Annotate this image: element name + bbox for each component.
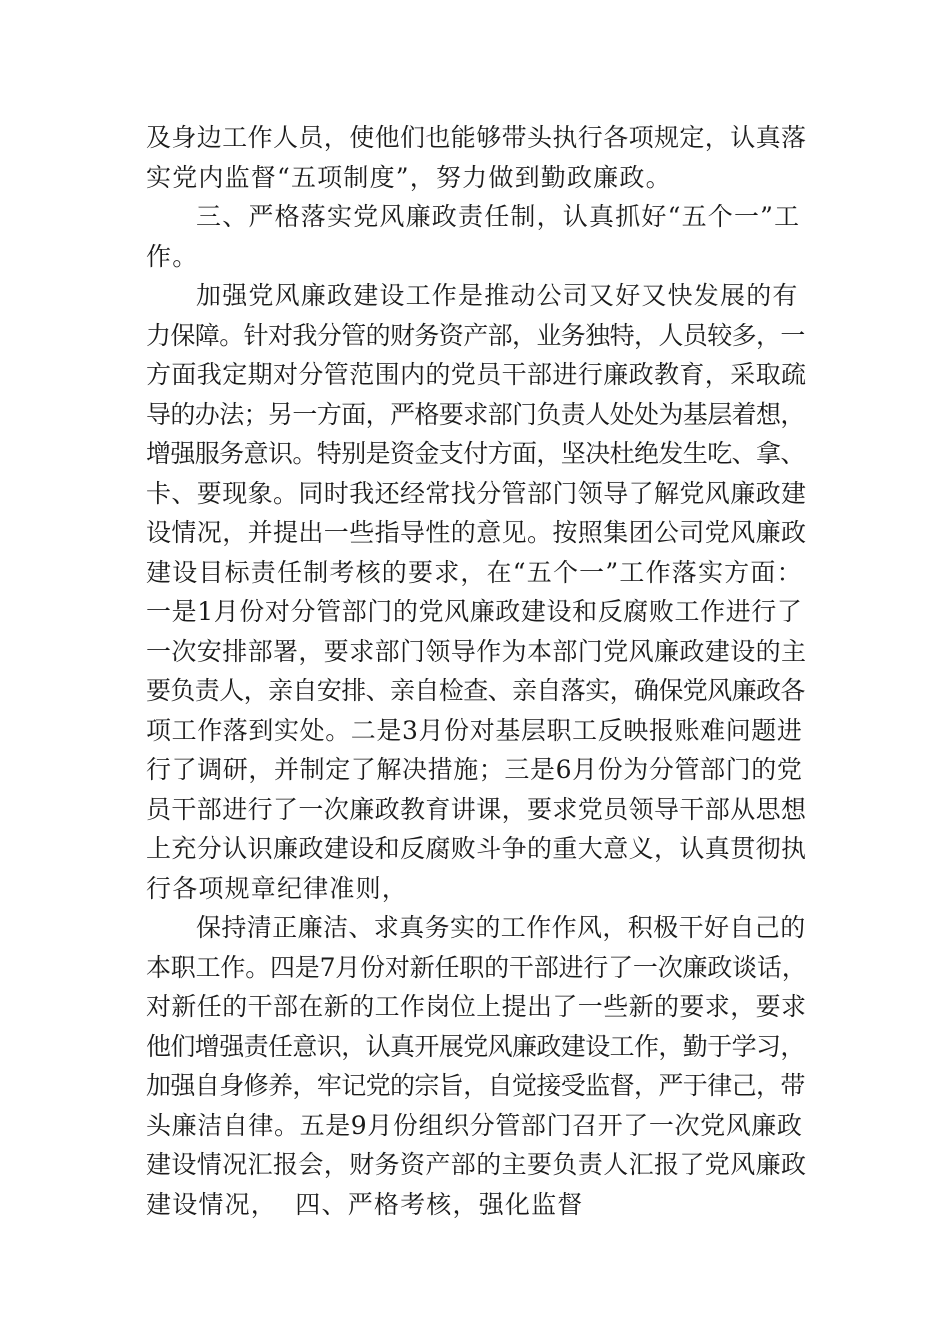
text-line: 加强自身修养，牢记党的宗旨，自觉接受监督，严于律己，带: [146, 1071, 805, 1100]
text-line: 对新任的干部在新的工作岗位上提出了一些新的要求，要求: [146, 992, 807, 1021]
text-line: 保持清正廉洁、求真务实的工作作风，积极干好自己的: [196, 913, 806, 942]
text-line: 上充分认识廉政建设和反腐败斗争的重大意义，认真贯彻执: [146, 834, 807, 863]
text-line: 项工作落到实处。二是3月份对基层职工反映报账难问题进: [146, 715, 803, 745]
text-line: 方面我定期对分管范围内的党员干部进行廉政教育，采取疏: [146, 360, 807, 389]
text-line: 行各项规章纪律准则，: [146, 873, 409, 903]
text-line: 增强服务意识。特别是资金支付方面，坚决杜绝发生吃、拿、: [146, 439, 805, 468]
text-line: 建设情况汇报会，财务资产部的主要负责人汇报了党风廉政: [146, 1150, 807, 1179]
text-line: 建设目标责任制考核的要求，在“五个一”工作落实方面：: [146, 557, 803, 587]
document-body: [146, 118, 806, 1224]
text-line: 力保障。针对我分管的财务资产部，业务独特，人员较多，一: [146, 320, 805, 350]
text-line: 设情况，并提出一些指导性的意见。按照集团公司党风廉政: [146, 518, 807, 547]
text-line: 卡、要现象。同时我还经常找分管部门领导了解党风廉政建: [146, 478, 807, 508]
text-line: 头廉洁自律。五是9月份组织分管部门召开了一次党风廉政: [146, 1110, 803, 1140]
text-line: 他们增强责任意识，认真开展党风廉政建设工作，勤于学习，: [146, 1031, 805, 1061]
text-line: 一是1月份对分管部门的党风廉政建设和反腐败工作进行了: [146, 597, 803, 626]
text-line: 及身边工作人员，使他们也能够带头执行各项规定，认真落: [146, 123, 807, 152]
text-line: 作。: [146, 241, 199, 271]
text-line: 实党内监督“五项制度”，努力做到勤政廉政。: [146, 162, 672, 192]
text-line: 一次安排部署，要求部门领导作为本部门党风廉政建设的主: [146, 636, 807, 666]
text-line: 行了调研，并制定了解决措施；三是6月份为分管部门的党: [146, 755, 803, 784]
text-line: 要负责人，亲自安排、亲自检查、亲自落实，确保党风廉政各: [146, 676, 805, 705]
text-line: 三、严格落实党风廉政责任制，认真抓好“五个一”工: [196, 202, 801, 231]
text-line: 加强党风廉政建设工作是推动公司又好又快发展的有: [196, 281, 799, 310]
text-line: 导的办法；另一方面，严格要求部门负责人处处为基层着想，: [146, 399, 805, 429]
text-line: 本职工作。四是7月份对新任职的干部进行了一次廉政谈话，: [146, 952, 807, 982]
text-line: 员干部进行了一次廉政教育讲课，要求党员领导干部从思想: [146, 794, 807, 824]
text-line: 建设情况， 四、严格考核，强化监督: [146, 1189, 584, 1219]
